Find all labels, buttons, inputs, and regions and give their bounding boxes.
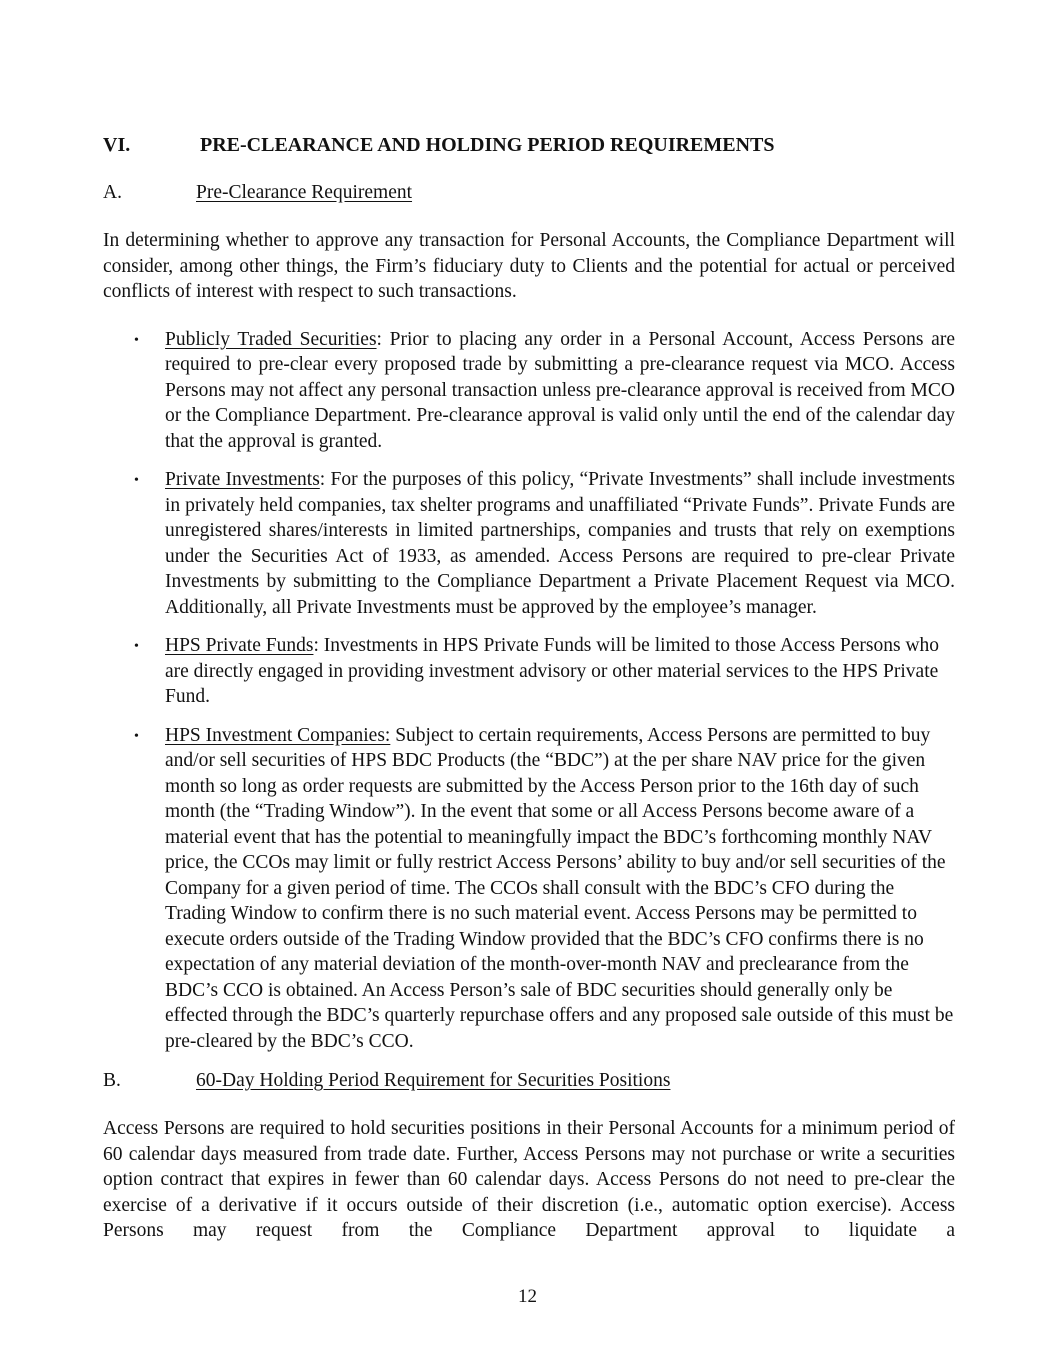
bullet-text: Subject to certain requirements, Access Persons are permitted to buy and/or sell securities of HPS BDC Products (the “BDC”) at the per share NAV price for the given month so long as order requests are submitted by the Access Person prior to the 16th day of such month (the “Trading Window”). In the event that some or all Access Persons become aware of a material event that has the potential to meaningfully impact the BDC’s forthcoming monthly NAV price, the CCOs may limit or fully restrict Access Persons’ ability to buy and/or sell securities of the Company for a given period of time. The CCOs shall consult with the BDC’s CFO during the Trading Window to confirm there is no such material event. Access Persons may be permitted to execute orders outside of the Trading Window provided that the BDC’s CFO confirms there is no expectation of any material deviation of the month-over-month NAV and preclearance from the BDC’s CCO is obtained. An Access Person’s sale of BDC securities should generally only be effected through the BDC’s quarterly repurchase offers and any proposed sale outside of this must be pre-cleared by the BDC’s CCO.: [165, 724, 954, 1052]
bullet-publicly-traded-securities: [103, 327, 955, 455]
subsection-b-letter: B.: [103, 1070, 121, 1091]
page-number: 12: [518, 1285, 537, 1307]
bullet-icon: •: [134, 473, 139, 488]
holding-period-paragraph: Access Persons are required to hold securities positions in their Personal Accounts for a minimum period of 60 calendar days measured from trade date. Further, Access Persons may not purchase or write a securities option contract that expires in fewer than 60 calendar days. Access Persons do not need to pre-clear the exercise of a derivative if it occurs outside of their discretion (i.e., automatic option exercise). Access Persons may request from the Compliance Department approval to liquidate a: [103, 1118, 955, 1241]
subsection-a-letter: A.: [103, 182, 122, 203]
bullet-label: Publicly Traded Securities: [165, 328, 377, 350]
bullet-private-investments: [103, 467, 955, 620]
bullet-list: [103, 327, 955, 1055]
subsection-a-title: Pre-Clearance Requirement: [196, 182, 413, 203]
bullet-text: : Investments in HPS Private Funds will be limited to those Access Persons who are directly engaged in providing investment advisory or other material services to the HPS Private Fund.: [165, 635, 940, 707]
bullet-label: HPS Investment Companies:: [165, 724, 391, 746]
subsection-b-heading: [103, 1068, 955, 1094]
bullet-hps-private-funds: [103, 633, 955, 710]
bullet-text: : Prior to placing any order in a Personal Account, Access Persons are required to pre-clear every proposed trade by submitting a pre-clearance request via MCO. Access Persons may not affect any personal transaction unless pre-clearance approval is received from MCO or the Compliance Department. Pre-clearance approval is valid only until the end of the calendar day that the approval is granted.: [165, 328, 955, 452]
section-heading: [103, 132, 955, 158]
bullet-hps-investment-companies: [103, 723, 955, 1055]
page-title: PRE-CLEARANCE AND HOLDING PERIOD REQUIREMENTS: [200, 134, 775, 156]
bullet-icon: •: [134, 332, 139, 348]
bullet-label: HPS Private Funds: [165, 635, 314, 656]
bullet-label: Private Investments: [165, 469, 320, 490]
bullet-text: : For the purposes of this policy, “Private Investments” shall include investments in privately held companies, tax shelter programs and unaffiliated “Private Funds”. Private Funds are unregistered shares/interests in limited partnerships, companies and trusts that rely on exemptions under the Securities Act of 1933, as amended. Access Persons are required to pre-clear Private Investments by submitting to the Compliance Department a Private Placement Request via MCO. Additionally, all Private Investments must be approved by the employee’s manager.: [165, 469, 955, 618]
section-numeral: VI.: [103, 134, 131, 156]
bullet-icon: •: [134, 728, 139, 744]
subsection-a-heading: [103, 180, 955, 206]
subsection-b-title: 60-Day Holding Period Requirement for Securities Positions: [196, 1070, 671, 1091]
intro-paragraph: In determining whether to approve any transaction for Personal Accounts, the Compliance Department will consider, among other things, the Firm’s fiduciary duty to Clients and the potential for actual or perceived conflicts of interest with respect to such transactions.: [103, 230, 955, 302]
bullet-icon: •: [134, 639, 139, 654]
